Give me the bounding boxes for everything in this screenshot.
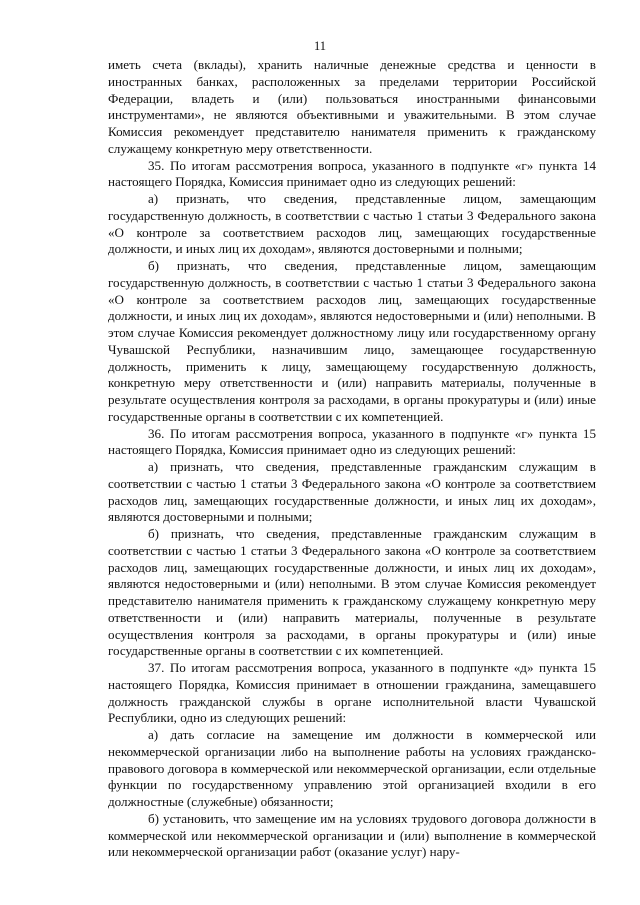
paragraph: а) признать, что сведения, представленные гражданским служащим в соответствии с частью 1 статьи 3 Федерального закона «О контроле за соответствием расходов лиц, замещающих государственные должности, и иных лиц их доходам», являются достоверными и полными;: [108, 459, 596, 525]
paragraph: б) признать, что сведения, представленные лицом, замещающим государственную должность, в соответствии с частью 1 статьи 3 Федерального закона «О контроле за соответствием расходов лиц, замещающих государственные должности, и иных лиц их доходам», являются недостоверными и (или) неполными. В этом случае Комиссия рекомендует должностному лицу или государственному органу Чувашской Республики, назначившим лицо, замещающее государственную должность, применить к лицу, замещающему государственную должность, конкретную меру ответственности и (или) направить материалы, полученные в результате осуществления контроля за расходами, в органы прокуратуры и (или) иные государственные органы в соответствии с их компетенцией.: [108, 258, 596, 424]
paragraph: б) признать, что сведения, представленные гражданским служащим в соответствии с частью 1 статьи 3 Федерального закона «О контроле за соответствием расходов лиц, замещающих государственные должности, и иных лиц их доходам», являются недостоверными и (или) неполными. В этом случае Комиссия рекомендует представителю нанимателя применить к гражданскому служащему конкретную меру ответственности и (или) направить материалы, полученные в результате осуществления контроля за расходами, в органы прокуратуры и (или) иные государственные органы в соответствии с их компетенцией.: [108, 526, 596, 659]
paragraph: а) дать согласие на замещение им должности в коммерческой или некоммерческой организации либо на выполнение работы на условиях гражданско-правового договора в коммерческой или некоммерческой организации, если отдельные функции по государственному управлению этой организацией входили в его должностные (служебные) обязанности;: [108, 727, 596, 809]
paragraph: а) признать, что сведения, представленные лицом, замещающим государственную должность, в соответствии с частью 1 статьи 3 Федерального закона «О контроле за соответствием расходов лиц, замещающих государственные должности, и иных лиц их доходам», являются достоверными и полными;: [108, 191, 596, 257]
document-body: [108, 57, 596, 861]
paragraph: 35. По итогам рассмотрения вопроса, указанного в подпункте «г» пункта 14 настоящего Порядка, Комиссия принимает одно из следующих решений:: [108, 157, 596, 190]
paragraph: 36. По итогам рассмотрения вопроса, указанного в подпункте «г» пункта 15 настоящего Порядка, Комиссия принимает одно из следующих решений:: [108, 425, 596, 458]
paragraph: 37. По итогам рассмотрения вопроса, указанного в подпункте «д» пункта 15 настоящего Порядка, Комиссия принимает в отношении гражданина, замещавшего должность гражданской службы в органе исполнительной власти Чувашской Республики, одно из следующих решений:: [108, 660, 596, 726]
paragraph: иметь счета (вклады), хранить наличные денежные средства и ценности в иностранных банках, расположенных за пределами территории Российской Федерации, владеть и (или) пользоваться иностранными финансовыми инструментами», не являются объективными и уважительными. В этом случае Комиссия рекомендует представителю нанимателя применить к гражданскому служащему конкретную меру ответственности.: [108, 57, 596, 156]
page-number: 11: [313, 39, 327, 53]
paragraph: б) установить, что замещение им на условиях трудового договора должности в коммерческой или некоммерческой организации и (или) выполнение в коммерческой или некоммерческой организации работ (оказание услуг) нару-: [108, 810, 596, 860]
